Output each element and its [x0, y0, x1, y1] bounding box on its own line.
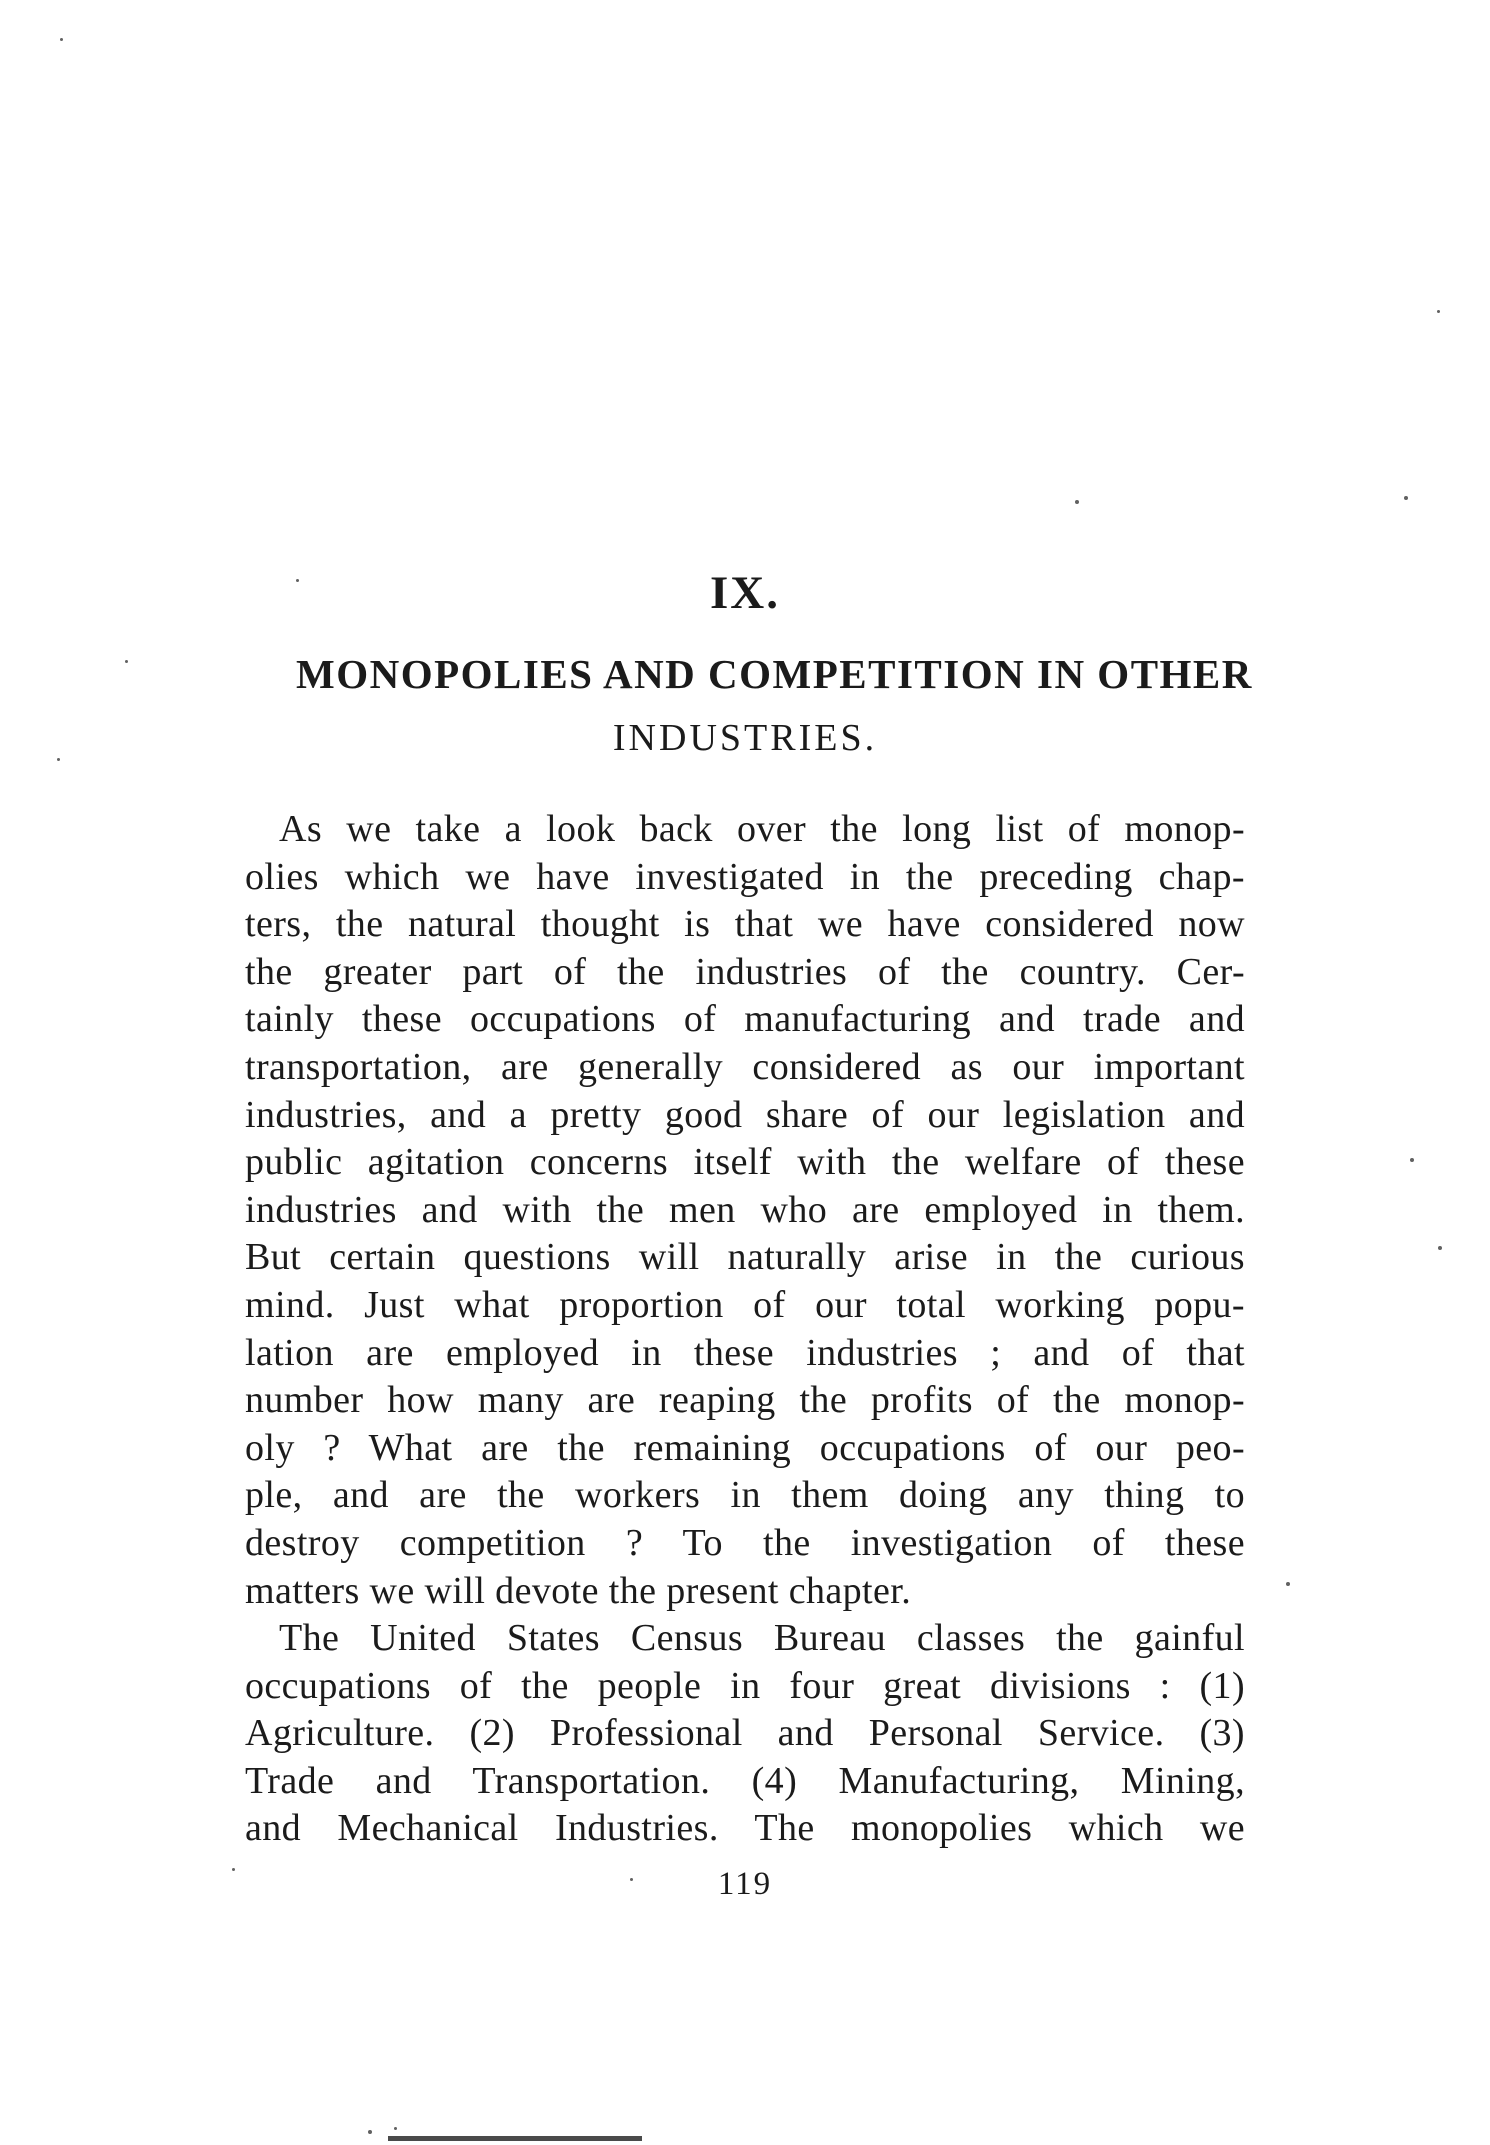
body-line: number how many are reaping the profits of the monop- [245, 1379, 1245, 1422]
scan-speck [57, 758, 60, 761]
body-line: oly ? What are the remaining occupations of our peo- [245, 1426, 1245, 1469]
body-line: matters we will devote the present chapter. [245, 1569, 912, 1612]
scan-speck [1410, 1158, 1414, 1162]
body-line: tainly these occupations of manufacturing and trade and [245, 998, 1245, 1041]
scan-speck [1404, 496, 1408, 500]
body-line: transportation, are generally considered as our important [245, 1045, 1245, 1088]
body-line: lation are employed in these industries ; and of that [245, 1331, 1245, 1374]
page-number: 119 [717, 1866, 773, 1902]
scan-edge-mark [388, 2136, 642, 2141]
body-line: destroy competition ? To the investigation of these [245, 1521, 1245, 1564]
body-line: occupations of the people in four great divisions : (1) [245, 1664, 1245, 1707]
body-line: mind. Just what proportion of our total working popu- [245, 1283, 1245, 1326]
body-line: the greater part of the industries of the country. Cer- [245, 950, 1245, 993]
scan-speck [60, 38, 63, 41]
scan-speck [368, 2130, 372, 2134]
body-line: The United States Census Bureau classes the gainful [279, 1617, 1245, 1660]
scan-speck [296, 579, 299, 582]
scan-speck [630, 1878, 633, 1881]
body-line: olies which we have investigated in the preceding chap- [245, 855, 1245, 898]
body-line: Agriculture. (2) Professional and Personal Service. (3) [245, 1712, 1245, 1755]
scan-speck [1075, 500, 1079, 504]
body-line: ple, and are the workers in them doing any thing to [245, 1474, 1245, 1517]
body-line: But certain questions will naturally arise in the curious [245, 1236, 1245, 1279]
scan-speck [394, 2127, 397, 2130]
scan-speck [1438, 1246, 1442, 1250]
chapter-number: IX. [710, 567, 780, 619]
body-line: ters, the natural thought is that we have considered now [245, 903, 1245, 946]
chapter-title-line2: INDUSTRIES. [612, 717, 878, 759]
scan-speck [1286, 1582, 1290, 1586]
chapter-title-line1: MONOPOLIES AND COMPETITION IN OTHER [296, 651, 1253, 697]
scan-speck [125, 660, 128, 663]
body-line: industries and with the men who are employed in them. [245, 1188, 1245, 1231]
body-line: and Mechanical Industries. The monopolies which we [245, 1807, 1245, 1850]
body-line: industries, and a pretty good share of our legislation and [245, 1093, 1245, 1136]
body-line: Trade and Transportation. (4) Manufacturing, Mining, [245, 1759, 1245, 1802]
body-text [245, 806, 1245, 1853]
scan-speck [1437, 310, 1440, 313]
body-line: As we take a look back over the long list of monop- [279, 808, 1245, 850]
scan-speck [232, 1868, 235, 1871]
body-line: public agitation concerns itself with the welfare of these [245, 1141, 1245, 1184]
